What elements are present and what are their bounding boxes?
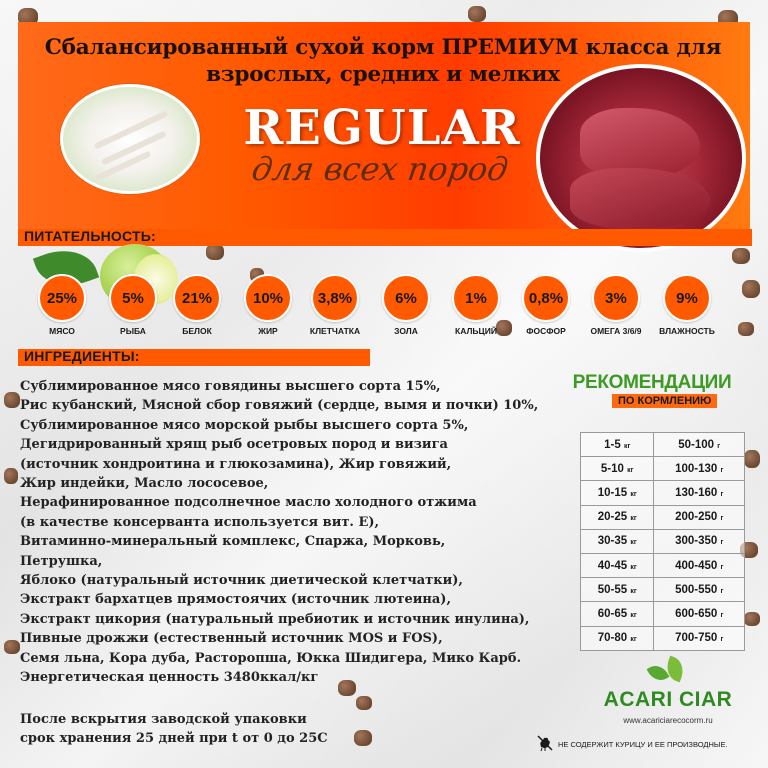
website-url: www.acariciarecocorm.ru [623, 716, 713, 725]
ingredient-line: Жир индейки, Масло лососевое, [20, 476, 269, 492]
brand-name: REGULAR [243, 100, 521, 156]
no-chicken-note: НЕ СОДЕРЖИТ КУРИЦУ И ЕЕ ПРОИЗВОДНЫЕ. [558, 740, 728, 749]
dog-weight-cell: 70-80 кг [581, 626, 654, 650]
nutrient-label: МЯСО [49, 326, 75, 336]
nutrient-label: БЕЛОК [182, 326, 212, 336]
storage-note-line-1: После вскрытия заводской упаковки [20, 712, 307, 727]
feeding-table-row [581, 505, 745, 529]
nutrient-label: РЫБА [120, 326, 146, 336]
kibble-decoration [744, 450, 760, 468]
ingredient-line: (источник хондроитина и глюкозамина), Жир говяжий, [20, 456, 452, 472]
kibble-decoration [742, 280, 760, 298]
dog-weight-cell: 20-25 кг [581, 505, 654, 529]
ingredient-line: Дегидрированный хрящ рыб осетровых пород и визига [20, 437, 448, 453]
ingredient-line: Пивные дрожжи (естественный источник MOS и FOS), [20, 631, 443, 647]
nutrient-label: ЗОЛА [394, 326, 418, 336]
feeding-table-row [581, 602, 745, 626]
nutrient-fiber [303, 274, 367, 336]
kibble-decoration [738, 322, 754, 336]
ingredient-line: Семя льна, Кора дуба, Расторопша, Юкка Шидигера, Мико Карб. [20, 650, 522, 666]
feeding-table-row [581, 433, 745, 457]
nutrient-label: КЛЕТЧАТКА [309, 326, 361, 336]
daily-portion-cell: 50-100 г [654, 433, 745, 457]
ingredient-line: Яблоко (натуральный источник диетической клетчатки), [20, 573, 463, 589]
recommendations-subtitle: ПО КОРМЛЕНИЮ [612, 394, 717, 408]
dog-weight-cell: 1-5 кг [581, 433, 654, 457]
dog-weight-cell: 40-45 кг [581, 553, 654, 577]
nutrient-phosphorus [514, 274, 578, 336]
nutrient-label: ОМЕГА 3/6/9 [590, 326, 642, 336]
nutrient-value: 6% [382, 274, 430, 322]
recommendations-title: РЕКОМЕНДАЦИИ [572, 372, 732, 393]
daily-portion-cell: 600-650 г [654, 602, 745, 626]
kibble-decoration [206, 244, 224, 260]
kibble-decoration [4, 468, 18, 484]
nutrient-label: ВЛАЖНОСТЬ [659, 326, 715, 336]
daily-portion-cell: 500-550 г [654, 578, 745, 602]
nutrient-value: 5% [109, 274, 157, 322]
kibble-decoration [4, 392, 20, 408]
dog-weight-cell: 5-10 кг [581, 457, 654, 481]
ingredient-line: Петрушка, [20, 553, 103, 569]
nutrient-value: 1% [452, 274, 500, 322]
nutrient-value: 9% [663, 274, 711, 322]
nutrient-value: 10% [244, 274, 292, 322]
daily-portion-cell: 100-130 г [654, 457, 745, 481]
storage-note [20, 710, 328, 748]
nutrition-section-label: ПИТАТЕЛЬНОСТЬ: [24, 228, 156, 244]
nutrient-moisture [655, 274, 719, 336]
fish-fillet-image [60, 84, 200, 194]
nutrient-value: 3,8% [311, 274, 359, 322]
feeding-table-row [581, 529, 745, 553]
ingredient-line: Сублимированное мясо морской рыбы высшего сорта 5%, [20, 417, 469, 433]
daily-portion-cell: 200-250 г [654, 505, 745, 529]
ingredients-list [20, 377, 560, 688]
ingredient-line: Рис кубанский, Мясной сбор говяжий (сердце, вымя и почки) 10%, [20, 398, 539, 414]
dog-weight-cell: 60-65 кг [581, 602, 654, 626]
nutrient-omega [584, 274, 648, 336]
ingredients-section-label: ИНГРЕДИЕНТЫ: [24, 348, 140, 364]
nutrient-fat [236, 274, 300, 336]
nutrient-value: 21% [173, 274, 221, 322]
brand-subtitle: для всех пород [249, 150, 511, 188]
no-chicken-icon [536, 734, 554, 752]
feeding-table-row [581, 626, 745, 650]
nutrient-label: КАЛЬЦИЙ [455, 326, 497, 336]
kibble-decoration [356, 696, 372, 710]
nutrient-fish [101, 274, 165, 336]
dog-weight-cell: 30-35 кг [581, 529, 654, 553]
feeding-table-row [581, 457, 745, 481]
ingredient-line: Энергетическая ценность 3480ккал/кг [20, 670, 319, 686]
nutrient-meat [30, 274, 94, 336]
kibble-decoration [744, 612, 760, 626]
kibble-decoration [732, 248, 750, 264]
daily-portion-cell: 300-350 г [654, 529, 745, 553]
nutrient-label: ФОСФОР [526, 326, 566, 336]
nutrient-calcium [444, 274, 508, 336]
daily-portion-cell: 700-750 г [654, 626, 745, 650]
nutrient-value: 3% [592, 274, 640, 322]
feeding-table-row [581, 553, 745, 577]
raw-beef-image [536, 64, 746, 252]
ingredient-line: Витаминно-минеральный комплекс, Спаржа, Морковь, [20, 534, 446, 550]
feeding-table-row [581, 481, 745, 505]
title-line-1: Сбалансированный сухой корм ПРЕМИУМ класса для [44, 35, 722, 60]
dog-weight-cell: 10-15 кг [581, 481, 654, 505]
ingredient-line: Нерафинированное подсолнечное масло холодного отжима [20, 495, 477, 511]
page-title [22, 34, 744, 88]
logo-leaf-icon [647, 661, 670, 685]
nutrient-label: ЖИР [258, 326, 278, 336]
daily-portion-cell: 130-160 г [654, 481, 745, 505]
dog-weight-cell: 50-55 кг [581, 578, 654, 602]
kibble-decoration [4, 640, 20, 654]
ingredient-line: Сублимированное мясо говядины высшего сорта 15%, [20, 379, 441, 394]
feeding-table-row [581, 578, 745, 602]
nutrient-ash [374, 274, 438, 336]
storage-note-line-2: срок хранения 25 дней при t от 0 до 25С [20, 731, 328, 746]
nutrient-protein [165, 274, 229, 336]
ingredient-line: Экстракт цикория (натуральный пребиотик и источник инулина), [20, 611, 530, 627]
feeding-table [580, 432, 745, 651]
nutrient-value: 0,8% [522, 274, 570, 322]
daily-portion-cell: 400-450 г [654, 553, 745, 577]
brand-logo: ACARI CIAR [603, 688, 733, 711]
kibble-decoration [354, 730, 372, 746]
ingredient-line: (в качестве консерванта используется вит. Е), [20, 514, 380, 530]
kibble-decoration [468, 6, 486, 22]
nutrient-value: 25% [38, 274, 86, 322]
ingredient-line: Экстракт бархатцев прямостоячих (источник лютеина), [20, 592, 451, 608]
title-line-2: взрослых, средних и мелких [206, 62, 560, 87]
